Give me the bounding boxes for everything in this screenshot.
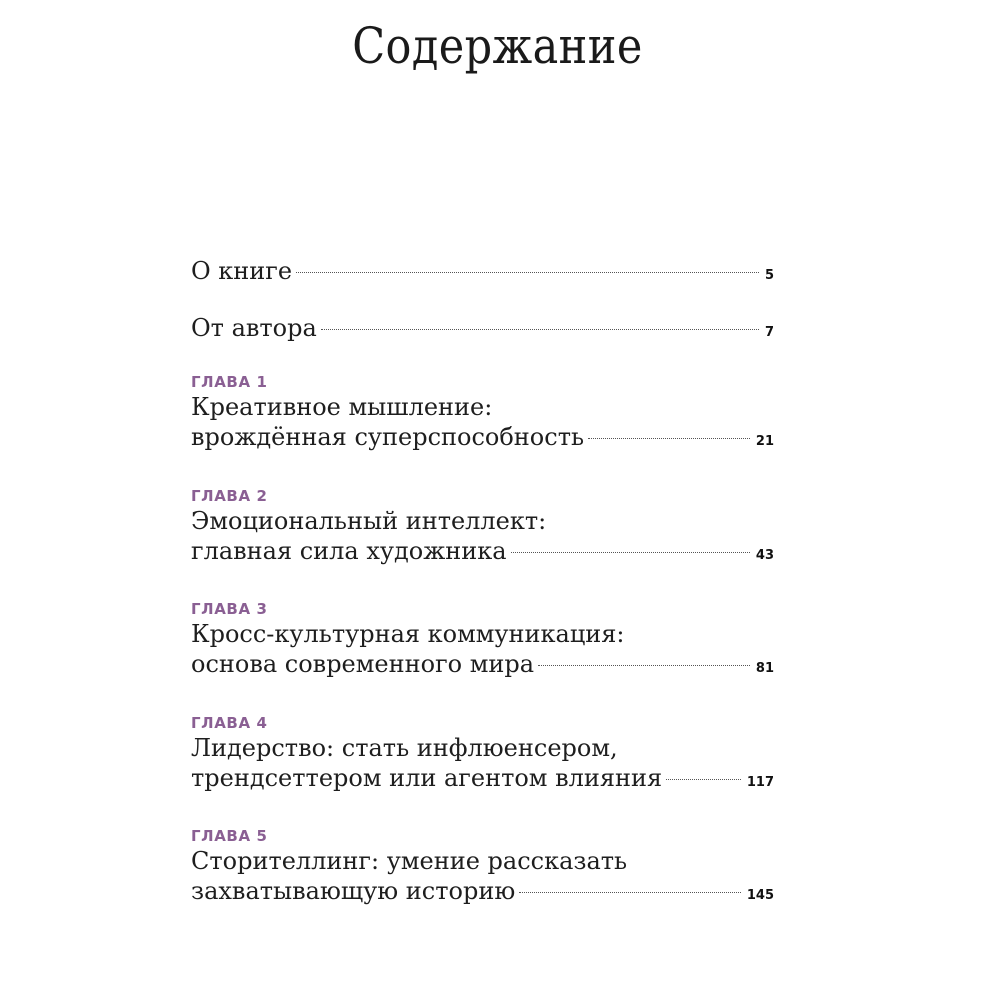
toc-entry-line xyxy=(191,876,774,906)
toc-entry-title-line-1: Эмоциональный интеллект: xyxy=(191,507,547,535)
page-number: 117 xyxy=(746,775,774,790)
toc-entry-line xyxy=(191,536,774,566)
dot-leader xyxy=(296,272,759,273)
page-number: 5 xyxy=(764,268,774,283)
toc-entry-title-line-2: врождённая суперспособность xyxy=(191,423,585,451)
toc-entry-title-line-2: захватывающую историю xyxy=(191,877,516,905)
toc-entry-title-line-1: Лидерство: стать инфлюенсером, xyxy=(191,734,618,762)
dot-leader xyxy=(588,438,750,439)
dot-leader xyxy=(538,665,750,666)
dot-leader xyxy=(666,779,741,780)
toc-entry-title-line-1: Креативное мышление: xyxy=(191,393,493,421)
toc-entry-title: О книге xyxy=(191,257,293,285)
toc-entry-line xyxy=(191,763,774,793)
page-title: Содержание xyxy=(352,17,643,75)
toc-entry-line xyxy=(191,256,774,286)
toc-entry-title: От автора xyxy=(191,314,317,342)
toc-entry-chapter-2[interactable] xyxy=(191,486,774,566)
page-number: 43 xyxy=(755,548,774,563)
chapter-label: ГЛАВА 5 xyxy=(191,827,268,845)
toc-entry-title-line-2: трендсеттером или агентом влияния xyxy=(191,764,663,792)
dot-leader xyxy=(321,329,759,330)
toc-entry-title-line-2: основа современного мира xyxy=(191,650,535,678)
page-number: 145 xyxy=(746,888,774,903)
dot-leader xyxy=(519,892,741,893)
toc-entry-line xyxy=(191,649,774,679)
toc-entry-chapter-4[interactable] xyxy=(191,713,774,793)
toc-entry-about-book[interactable] xyxy=(191,256,774,286)
toc-entry-title-line-1: Кросс-культурная коммуникация: xyxy=(191,620,625,648)
toc-entry-line xyxy=(191,313,774,343)
chapter-label: ГЛАВА 1 xyxy=(191,373,268,391)
toc-entry-chapter-5[interactable] xyxy=(191,826,774,906)
toc-entry-chapter-3[interactable] xyxy=(191,599,774,679)
chapter-label: ГЛАВА 2 xyxy=(191,487,268,505)
chapter-label: ГЛАВА 3 xyxy=(191,600,268,618)
toc-entry-from-author[interactable] xyxy=(191,313,774,343)
page-number: 7 xyxy=(764,325,774,340)
toc-entry-chapter-1[interactable] xyxy=(191,372,774,452)
toc-entry-line xyxy=(191,422,774,452)
page-number: 81 xyxy=(755,661,774,676)
page-number: 21 xyxy=(755,434,774,449)
toc-entry-title-line-1: Сторителлинг: умение рассказать xyxy=(191,847,628,875)
chapter-label: ГЛАВА 4 xyxy=(191,714,268,732)
dot-leader xyxy=(511,552,750,553)
toc-entry-title-line-2: главная сила художника xyxy=(191,537,507,565)
